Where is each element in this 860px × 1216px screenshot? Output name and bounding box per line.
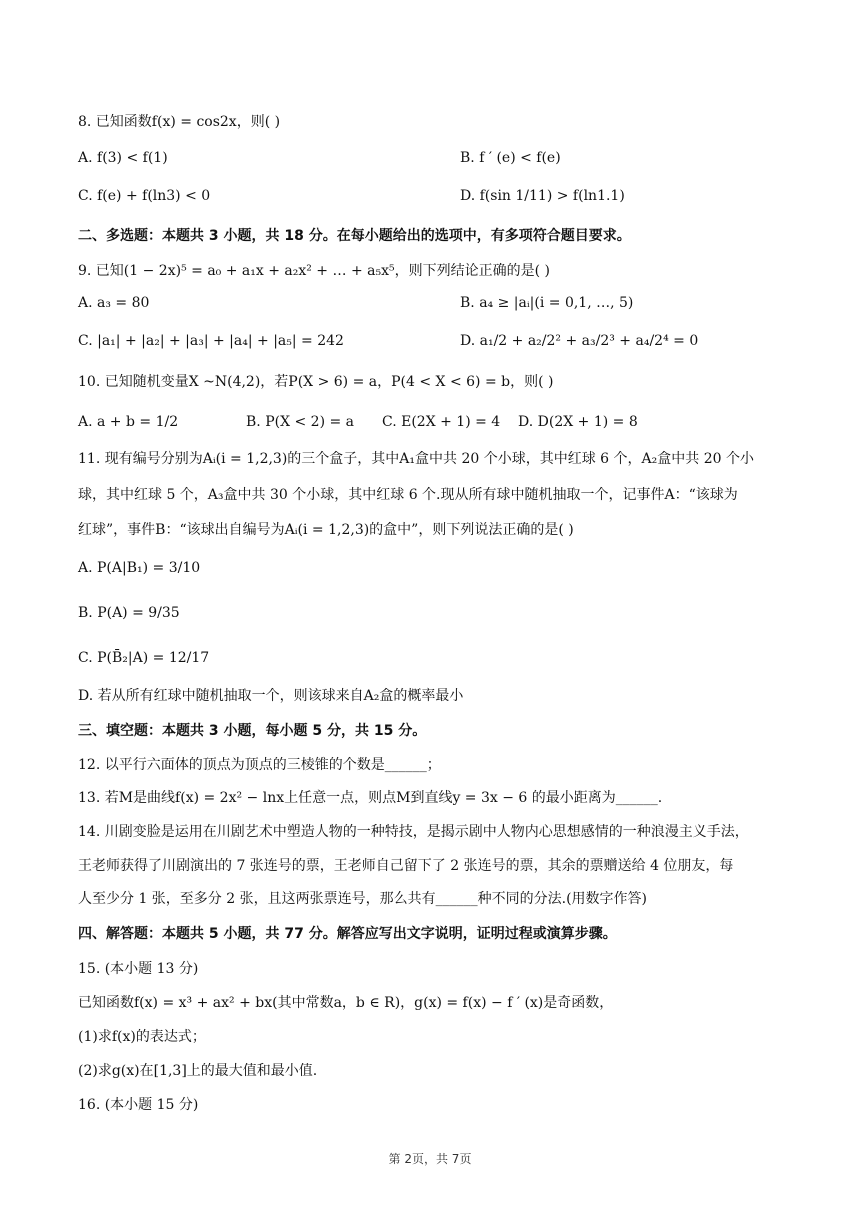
q9-options-row1 bbox=[78, 293, 634, 313]
q9-options-row2 bbox=[78, 331, 699, 351]
q8-stem: 8. 已知函数f(x) = cos2x，则( ) bbox=[78, 114, 281, 130]
q15-header: 15. (本小题 13 分) bbox=[78, 961, 199, 977]
page-footer: 第 2页，共 7页 bbox=[388, 1152, 472, 1166]
q10-option-c: C. E(2X + 1) = 4 bbox=[382, 414, 501, 430]
q15-part2: (2)求g(x)在[1,3]上的最大值和最小值. bbox=[78, 1063, 318, 1079]
q10-stem: 10. 已知随机变量X ~N(4,2)，若P(X > 6) = a，P(4 < X < 6) = b，则( ) bbox=[78, 374, 554, 390]
q11-line2: 球，其中红球 5 个，A₃盒中共 30 个小球，其中红球 6 个.现从所有球中随机抽取一个，记事件A：“该球为 bbox=[78, 487, 738, 503]
q11-option-c: C. P(B̄₂|A) = 12/17 bbox=[78, 650, 210, 666]
q11-line3: 红球”，事件B：“该球出自编号为Aᵢ(i = 1,2,3)的盒中”，则下列说法正确的是( ) bbox=[78, 522, 574, 538]
q14-line1: 14. 川剧变脸是运用在川剧艺术中塑造人物的一种特技，是揭示剧中人物内心思想感情的一种浪漫主义手法， bbox=[78, 824, 749, 840]
q12-stem: 12. 以平行六面体的顶点为顶点的三棱锥的个数是______； bbox=[78, 757, 441, 773]
q11-option-a: A. P(A|B₁) = 3/10 bbox=[78, 560, 201, 576]
q11-option-d: D. 若从所有红球中随机抽取一个，则该球来自A₂盒的概率最小 bbox=[78, 688, 464, 704]
q10-options-row bbox=[78, 412, 638, 432]
q15-stem: 已知函数f(x) = x³ + ax² + bx(其中常数a，b ∈ R)，g(x) = f(x) − f ′ (x)是奇函数， bbox=[78, 995, 614, 1011]
q13-stem: 13. 若M是曲线f(x) = 2x² − lnx上任意一点，则点M到直线y = 3x − 6 的最小距离为______. bbox=[78, 790, 663, 806]
q9-option-a: A. a₃ = 80 bbox=[78, 295, 150, 311]
q9-option-b: B. a₄ ≥ |aᵢ|(i = 0,1, …, 5) bbox=[460, 295, 634, 311]
q10-option-a: A. a + b = 1/2 bbox=[78, 414, 179, 430]
q14-line2: 王老师获得了川剧演出的 7 张连号的票，王老师自己留下了 2 张连号的票，其余的票赠送给 4 位朋友，每 bbox=[78, 858, 734, 874]
section-3-heading: 三、填空题：本题共 3 小题，每小题 5 分，共 15 分。 bbox=[78, 723, 427, 739]
q11-option-b: B. P(A) = 9/35 bbox=[78, 605, 180, 621]
q14-line3: 人至少分 1 张，至多分 2 张，且这两张票连号，那么共有______种不同的分法.(用数字作答) bbox=[78, 891, 647, 907]
q8-option-a: A. f(3) < f(1) bbox=[78, 150, 168, 166]
q10-option-b: B. P(X < 2) = a bbox=[246, 414, 355, 430]
q8-options-row1 bbox=[78, 148, 561, 168]
q8-option-d: D. f(sin 1/11) > f(ln1.1) bbox=[460, 188, 625, 204]
q16-header: 16. (本小题 15 分) bbox=[78, 1097, 199, 1113]
q9-option-d: D. a₁/2 + a₂/2² + a₃/2³ + a₄/2⁴ = 0 bbox=[460, 333, 699, 349]
section-4-heading: 四、解答题：本题共 5 小题，共 77 分。解答应写出文字说明，证明过程或演算步骤。 bbox=[78, 926, 617, 942]
q8-options-row2 bbox=[78, 186, 625, 206]
section-2-heading: 二、多选题：本题共 3 小题，共 18 分。在每小题给出的选项中，有多项符合题目要求。 bbox=[78, 228, 631, 244]
q9-option-c: C. |a₁| + |a₂| + |a₃| + |a₄| + |a₅| = 242 bbox=[78, 333, 344, 349]
q10-option-d: D. D(2X + 1) = 8 bbox=[518, 414, 638, 430]
q9-stem: 9. 已知(1 − 2x)⁵ = a₀ + a₁x + a₂x² + … + a₅x⁵，则下列结论正确的是( ) bbox=[78, 263, 550, 279]
q11-line1: 11. 现有编号分别为Aᵢ(i = 1,2,3)的三个盒子，其中A₁盒中共 20 个小球，其中红球 6 个，A₂盒中共 20 个小 bbox=[78, 451, 754, 467]
q8-option-b: B. f ′ (e) < f(e) bbox=[460, 150, 561, 166]
q15-part1: (1)求f(x)的表达式； bbox=[78, 1029, 206, 1045]
q8-option-c: C. f(e) + f(ln3) < 0 bbox=[78, 188, 211, 204]
